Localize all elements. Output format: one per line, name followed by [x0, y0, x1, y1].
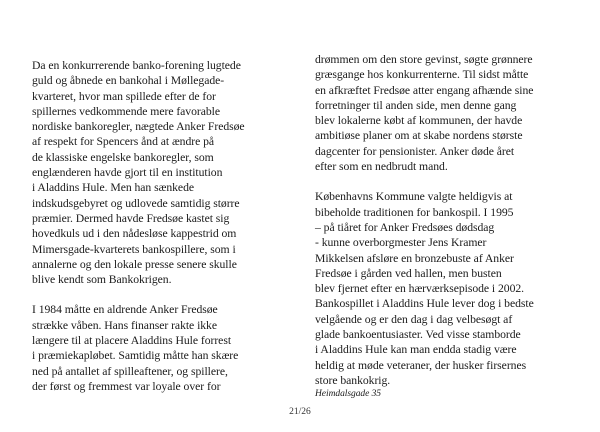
text-line: I 1984 måtte en aldrende Anker Fredsøe [32, 303, 218, 317]
text-line: ambitiøse planer om at skabe nordens største [315, 129, 523, 143]
text-line: Da en konkurrerende banko-forening lugtede [32, 59, 241, 72]
text-line: spillernes vedkommende mere favorable [32, 104, 220, 118]
text-line: velgående og er den dag i dag velbesøgt af [315, 312, 513, 326]
text-line: Bankospillet i Aladdins Hule lever dog i bedste [315, 297, 534, 311]
text-line: Fredsøe i gården ved hallen, men busten [315, 266, 502, 280]
text-line: strække våben. Hans finanser rakte ikke [32, 318, 217, 332]
text-line: Københavns Kommune valgte heldigvis at [315, 190, 513, 204]
paragraph [32, 302, 294, 394]
text-line: bibeholde traditionen for bankospil. I 1995 [315, 205, 514, 219]
text-line: dagcenter for pensionister. Anker døde året [315, 144, 515, 158]
text-line: - kunne overborgmester Jens Kramer [315, 236, 487, 250]
text-line: Mikkelsen afsløre en bronzebuste af Anker [315, 251, 514, 265]
right-column [315, 52, 577, 400]
text-line: glade bankoentusiaster. Ved visse stamborde [315, 328, 521, 342]
text-line: englænderen havde gjort til en institution [32, 166, 223, 180]
text-line: græsgange hos konkurrenterne. Til sidst måtte [315, 68, 529, 82]
text-line: Mimersgade-kvarterets bankospillere, som i [32, 242, 236, 256]
text-line: efter som en nedbrudt mand. [315, 160, 448, 174]
text-line: guld og åbnede en bankohal i Møllegade- [32, 74, 225, 88]
text-line: ned på antallet af spilleaftener, og spillere, [32, 364, 228, 378]
text-line: nordiske bankoregler, nægtede Anker Fredsøe [32, 120, 245, 134]
text-line: i præmiekapløbet. Samtidig måtte han skære [32, 349, 239, 363]
text-line: af respekt for Spencers ånd at ændre på [32, 135, 215, 149]
text-line: blev fjernet efter en hærværksepisode i 2002. [315, 282, 525, 296]
text-line: store bankokrig. [315, 373, 391, 387]
text-line: heldig at møde veteraner, der husker firsernes [315, 358, 527, 372]
paragraph [315, 52, 577, 174]
text-line: længere til at placere Aladdins Hule forrest [32, 334, 232, 348]
text-line: blive kendt som Bankokrigen. [32, 273, 172, 287]
paragraph [32, 58, 294, 287]
text-line: præmier. Dermed havde Fredsøe kastet sig [32, 211, 230, 225]
text-line: der først og fremmest var loyale over for [32, 379, 221, 393]
text-line: en afkræftet Fredsøe atter engang afhænde sine [315, 83, 534, 97]
text-line: drømmen om den store gevinst, søgte grønnere [315, 53, 533, 66]
text-line: forretninger til anden side, men denne gang [315, 98, 517, 112]
location-credit: Heimdalsgade 35 [315, 389, 382, 400]
text-line: blev lokalerne købt af kommunen, der havde [315, 114, 523, 128]
paragraph [315, 189, 577, 388]
left-column [32, 58, 294, 409]
text-line: hovedkuls ud i den nådesløse kappestrid om [32, 227, 237, 241]
page-number: 21/26 [289, 407, 311, 417]
text-line: i Aladdins Hule. Men han sænkede [32, 181, 195, 195]
text-line: indskudsgebyret og udlovede samtidig større [32, 196, 240, 210]
text-line: – på tiåret for Anker Fredsøes dødsdag [315, 220, 495, 234]
text-line: i Aladdins Hule kan man endda stadig være [315, 343, 517, 357]
text-line: kvarteret, hvor man spillede efter de for [32, 89, 216, 103]
text-line: de klassiske engelske bankoregler, som [32, 150, 214, 164]
text-line: annalerne og den lokale presse senere skulle [32, 257, 237, 271]
